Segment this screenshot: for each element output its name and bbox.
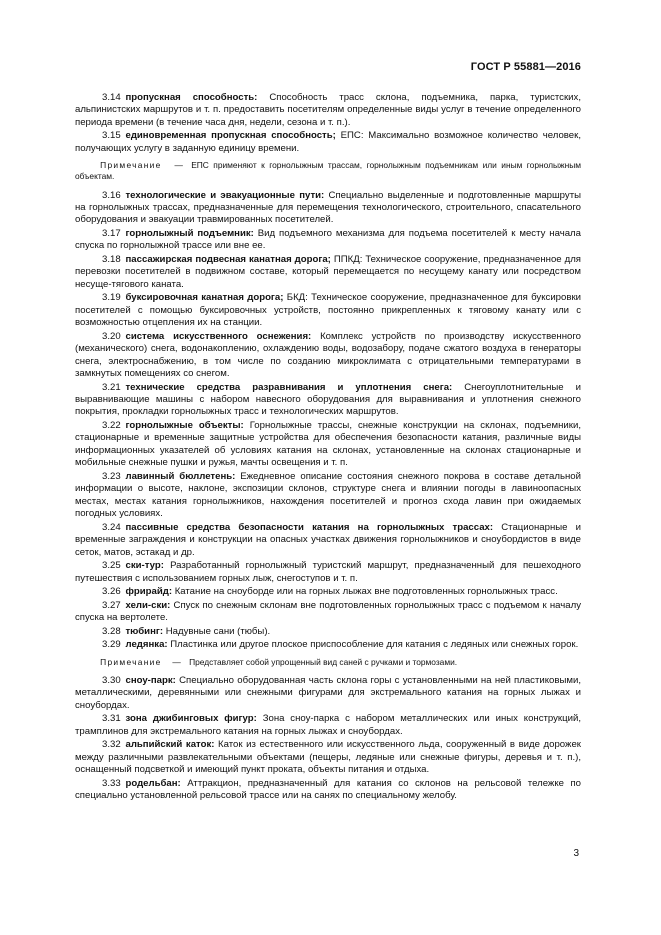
- definition-paragraph: [75, 130, 581, 155]
- definition-paragraph: [75, 382, 581, 419]
- term-number: 3.30: [102, 674, 121, 686]
- term-name: горнолыжный подъемник:: [125, 228, 254, 240]
- term-name: технические средства разравнивания и уплотнения снега:: [125, 381, 453, 393]
- term-name: единовременная пропускная способность;: [125, 130, 336, 142]
- note-paragraph: [75, 657, 581, 668]
- term-name: фрирайд:: [125, 586, 173, 598]
- definition-paragraph: [75, 639, 581, 651]
- note-text: Представляет собой упрощенный вид саней с ручками и тормозами.: [189, 656, 458, 667]
- note-paragraph: [75, 160, 581, 182]
- term-name: лавинный бюллетень:: [125, 470, 236, 482]
- definition-paragraph: [75, 713, 581, 738]
- term-number: 3.27: [102, 599, 121, 611]
- note-label: Примечание: [100, 160, 162, 171]
- note-label: Примечание: [100, 656, 162, 667]
- term-name: технологические и эвакуационные пути:: [125, 189, 325, 201]
- term-definition: Катание на сноуборде или на горных лыжах вне подготовленных горнолыжных трасс.: [174, 586, 558, 598]
- term-definition: ППКД: Техническое сооружение, предназначенное для перевозки посетителей в подвижном составе, который перемещается по несущему канату или посредством несуще-тягового каната.: [75, 254, 582, 290]
- term-name: зона джибинговых фигур:: [125, 713, 257, 725]
- term-definition: БКД: Техническое сооружение, предназначенное для буксировки посетителей с помощью буксировочных устройств, постоянно прикрепленных к тяговому канату или с возможностью отцепления их на станции.: [75, 292, 581, 329]
- term-definition: Вид подъемного механизма для подъема посетителей к месту начала спуска по горнолыжной трассе или вне ее.: [75, 228, 581, 252]
- term-definition: Спуск по снежным склонам вне подготовленных горнолыжных трасс с подъемом к началу спуска на вертолете.: [75, 599, 581, 624]
- definition-paragraph: [75, 778, 581, 803]
- term-name: родельбан:: [125, 777, 181, 789]
- term-number: 3.14: [102, 92, 121, 103]
- term-definition: Ежедневное описание состояния снежного покрова в составе детальной информации о высоте, наклоне, экспозиции склонов, структуре снега и влиянии погоды в лавиноопасных местах, местах катания горнолыжников, нахождения посетителей и прогноз схода лавин при ожидаемых погодных условиях.: [75, 470, 581, 520]
- term-number: 3.31: [102, 713, 121, 725]
- term-number: 3.20: [102, 330, 121, 342]
- page-number: 3: [573, 848, 579, 859]
- term-number: 3.18: [102, 254, 121, 266]
- definition-paragraph: [75, 420, 581, 470]
- term-name: ледянка:: [125, 639, 168, 651]
- term-definition: Аттракцион, предназначенный для катания со склонов на рельсовой тележке по специально установленной рельсовой трассе или на санях по специальному желобу.: [75, 777, 581, 802]
- term-name: тюбинг:: [125, 625, 164, 637]
- term-definition: Стационарные и временные заграждения и конструкции на опасных участках движения горнолыжников и сноубордистов в виде сеток, матов, эстакад и др.: [75, 521, 581, 558]
- document-body: [75, 92, 581, 804]
- definition-paragraph: [75, 586, 581, 598]
- term-definition: Способность трасс склона, подъемника, парка, туристских, альпинистских маршрутов и т. п. предоставить посетителям определенные виды услуг в течение определенного периода времени (в течение часа дня, недели, сезона и т. п.).: [75, 92, 581, 128]
- definition-paragraph: [75, 739, 581, 776]
- definition-paragraph: [75, 292, 581, 329]
- term-definition: ЕПС: Максимально возможное количество человек, получающих услугу в заданную единицу времени.: [75, 130, 581, 154]
- definition-paragraph: [75, 190, 581, 227]
- term-number: 3.29: [102, 639, 121, 651]
- term-number: 3.16: [102, 189, 121, 201]
- term-number: 3.22: [102, 420, 121, 432]
- definition-paragraph: [75, 626, 581, 638]
- term-name: горнолыжные объекты:: [125, 420, 244, 432]
- note-text: ЕПС применяют к горнолыжным трассам, горнолыжным подъемникам или иным горнолыжным объектам.: [75, 160, 582, 182]
- definition-paragraph: [75, 522, 581, 559]
- term-name: пассивные средства безопасности катания на горнолыжных трассах:: [125, 521, 494, 533]
- term-name: пассажирская подвесная канатная дорога;: [125, 254, 331, 266]
- definition-paragraph: [75, 560, 581, 585]
- note-dash: —: [172, 656, 181, 667]
- term-definition: Специально оборудованная часть склона горы с установленными на ней пластиковыми, металлическими, деревянными или снежными фигурами для экстремального катания на горных лыжах и сноубордах.: [75, 674, 581, 711]
- definition-paragraph: [75, 675, 581, 712]
- definition-paragraph: [75, 92, 581, 129]
- term-definition: Надувные сани (тюбы).: [165, 625, 271, 637]
- term-number: 3.28: [102, 625, 121, 637]
- term-name: система искусственного оснежения:: [125, 330, 312, 342]
- term-name: ски-тур:: [125, 560, 164, 572]
- term-number: 3.15: [102, 130, 121, 142]
- definition-paragraph: [75, 228, 581, 253]
- term-definition: Снегоуплотнительные и выравнивающие машины с набором навесного оборудования для выравнивания и уплотнения снежного покрытия, прокладки горнолыжных трасс и технологических маршрутов.: [75, 381, 581, 418]
- document-id-header: ГОСТ Р 55881—2016: [470, 61, 581, 73]
- term-number: 3.23: [102, 470, 121, 482]
- definition-paragraph: [75, 331, 581, 381]
- term-name: альпийский каток:: [125, 739, 215, 751]
- definition-paragraph: [75, 600, 581, 625]
- definition-paragraph: [75, 471, 581, 521]
- term-definition: Комплекс устройств по производству искусственного (механического) снега, водонакоплению, охлаждению воды, водозабору, подаче сжатого воздуха в генераторы снега, электроснабжению, в том числе по созданию микроклимата с отрицательными температурами в замкнутых помещениях со снегом.: [75, 330, 581, 380]
- term-number: 3.17: [102, 228, 121, 240]
- term-name: хели-ски:: [125, 599, 171, 611]
- term-number: 3.19: [102, 292, 121, 304]
- term-name: сноу-парк:: [125, 674, 176, 686]
- term-definition: Специально выделенные и подготовленные маршруты на горнолыжных трассах, предназначенные для перемещения технологического, строительного, спасательного оборудования и эвакуации травмированных посетителей.: [75, 189, 582, 226]
- definition-paragraph: [75, 254, 581, 291]
- term-number: 3.21: [102, 381, 121, 393]
- term-number: 3.25: [102, 560, 121, 572]
- term-definition: Горнолыжные трассы, снежные конструкции на склонах, подъемники, стационарные и временные защитные устройства для обеспечения безопасности катания, различные виды информационных указателей об условиях катания на склонах, установленные на склонах стационарные и мобильные снежные пушки и ружья, мачты освещения и т. п.: [75, 420, 581, 469]
- term-number: 3.32: [102, 739, 121, 751]
- term-number: 3.24: [102, 521, 121, 533]
- term-name: буксировочная канатная дорога;: [125, 292, 284, 304]
- note-dash: —: [174, 160, 183, 171]
- term-definition: Зона сноу-парка с набором металлических или иных конструкций, трамплинов для экстремального катания на горных лыжах и сноубордах.: [75, 713, 582, 737]
- term-name: пропускная способность:: [125, 92, 258, 103]
- term-definition: Пластинка или другое плоское приспособление для катания с ледяных или снежных горок.: [170, 639, 579, 651]
- term-definition: Разработанный горнолыжный туристский маршрут, предназначенный для пешеходного путешествия с использованием горных лыж, снегоступов и т. п.: [75, 560, 582, 584]
- term-number: 3.26: [102, 586, 121, 598]
- term-definition: Каток из естественного или искусственного льда, сооруженный в виде дорожек между различными развлекательными объектами (пещеры, ледяные или снежные фигуры, деревья и т. п.), оснащенный подсветкой и имеющий пункт проката, объекты питания и отдыха.: [75, 739, 581, 776]
- term-number: 3.33: [102, 777, 121, 789]
